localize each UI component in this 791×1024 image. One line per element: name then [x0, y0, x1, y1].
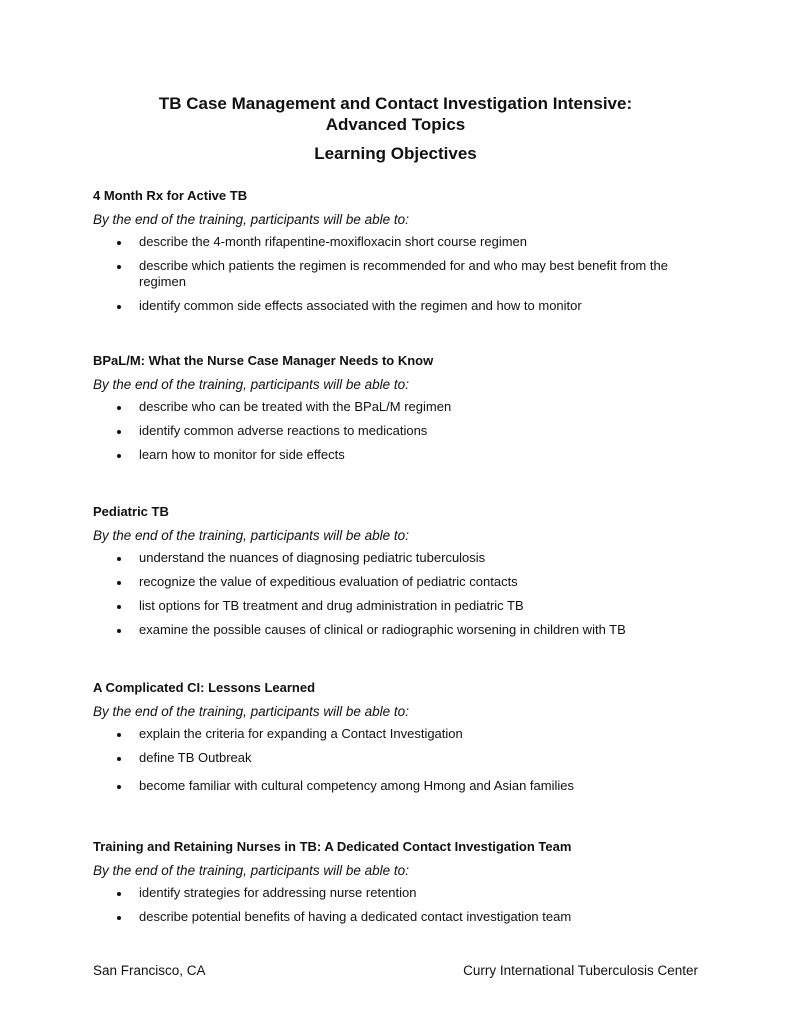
objective-item: [93, 298, 713, 314]
section-complicated-ci: [93, 679, 713, 802]
bullet-icon: [117, 581, 121, 585]
document-subtitle: Learning Objectives: [314, 144, 477, 163]
objective-item: [93, 598, 713, 614]
bullet-icon: [117, 605, 121, 609]
bullet-icon: [117, 430, 121, 434]
objectives-list: [93, 550, 713, 638]
objective-text: describe which patients the regimen is recommended for and who may best benefit from the regimen: [139, 258, 668, 289]
section-intro: By the end of the training, participants will be able to:: [93, 704, 409, 719]
objective-item: [93, 447, 713, 463]
section-4-month-rx: [93, 187, 713, 322]
bullet-icon: [117, 265, 121, 269]
bullet-icon: [117, 406, 121, 410]
objective-text: learn how to monitor for side effects: [139, 447, 345, 462]
section-heading: 4 Month Rx for Active TB: [93, 188, 248, 203]
section-pediatric-tb: [93, 503, 713, 646]
objective-item: [93, 550, 713, 566]
section-intro: By the end of the training, participants will be able to:: [93, 528, 409, 543]
footer-organization: Curry International Tuberculosis Center: [463, 963, 698, 978]
objective-item: [93, 423, 713, 439]
objective-text: identify common side effects associated with the regimen and how to monitor: [139, 298, 582, 313]
objectives-list: [93, 885, 713, 925]
section-bpal-m: [93, 352, 713, 471]
section-heading: Pediatric TB: [93, 504, 169, 519]
title-line-1: TB Case Management and Contact Investigation Intensive:: [158, 94, 633, 113]
section-intro: By the end of the training, participants will be able to:: [93, 863, 409, 878]
bullet-icon: [117, 757, 121, 761]
objective-text: identify common adverse reactions to medications: [139, 423, 428, 438]
bullet-icon: [117, 785, 121, 789]
section-intro: By the end of the training, participants will be able to:: [93, 377, 409, 392]
objective-item: [93, 885, 713, 901]
objective-item: [93, 622, 713, 638]
objective-text: examine the possible causes of clinical or radiographic worsening in children with TB: [139, 622, 626, 637]
section-training-retaining-nurses: [93, 838, 713, 933]
objective-text: recognize the value of expeditious evaluation of pediatric contacts: [139, 574, 518, 589]
title-line-2: Advanced Topics: [325, 115, 466, 134]
objective-item: [93, 909, 713, 925]
section-heading: Training and Retaining Nurses in TB: A Dedicated Contact Investigation Team: [93, 839, 572, 854]
objective-item: [93, 258, 713, 290]
section-heading: BPaL/M: What the Nurse Case Manager Needs to Know: [93, 353, 434, 368]
objective-text: identify strategies for addressing nurse retention: [139, 885, 417, 900]
objective-text: become familiar with cultural competency among Hmong and Asian families: [139, 778, 574, 793]
document-title: [0, 93, 791, 135]
objectives-list: [93, 726, 713, 794]
objective-text: list options for TB treatment and drug administration in pediatric TB: [139, 598, 524, 613]
objective-text: understand the nuances of diagnosing pediatric tuberculosis: [139, 550, 486, 565]
section-intro: By the end of the training, participants will be able to:: [93, 212, 409, 227]
objective-text: describe the 4-month rifapentine-moxifloxacin short course regimen: [139, 234, 528, 249]
objective-text: describe potential benefits of having a dedicated contact investigation team: [139, 909, 572, 924]
bullet-icon: [117, 454, 121, 458]
objective-text: explain the criteria for expanding a Contact Investigation: [139, 726, 463, 741]
objective-text: define TB Outbreak: [139, 750, 252, 765]
objective-text: describe who can be treated with the BPaL/M regimen: [139, 399, 452, 414]
section-heading: A Complicated CI: Lessons Learned: [93, 680, 316, 695]
bullet-icon: [117, 892, 121, 896]
objective-item: [93, 234, 713, 250]
objectives-list: [93, 399, 713, 463]
objective-item: [93, 399, 713, 415]
objectives-list: [93, 234, 713, 314]
objective-item: [93, 574, 713, 590]
footer-location: San Francisco, CA: [93, 963, 206, 978]
bullet-icon: [117, 557, 121, 561]
objective-item: [93, 778, 713, 794]
objective-item: [93, 726, 713, 742]
bullet-icon: [117, 916, 121, 920]
bullet-icon: [117, 305, 121, 309]
objective-item: [93, 750, 713, 766]
bullet-icon: [117, 733, 121, 737]
bullet-icon: [117, 241, 121, 245]
bullet-icon: [117, 629, 121, 633]
